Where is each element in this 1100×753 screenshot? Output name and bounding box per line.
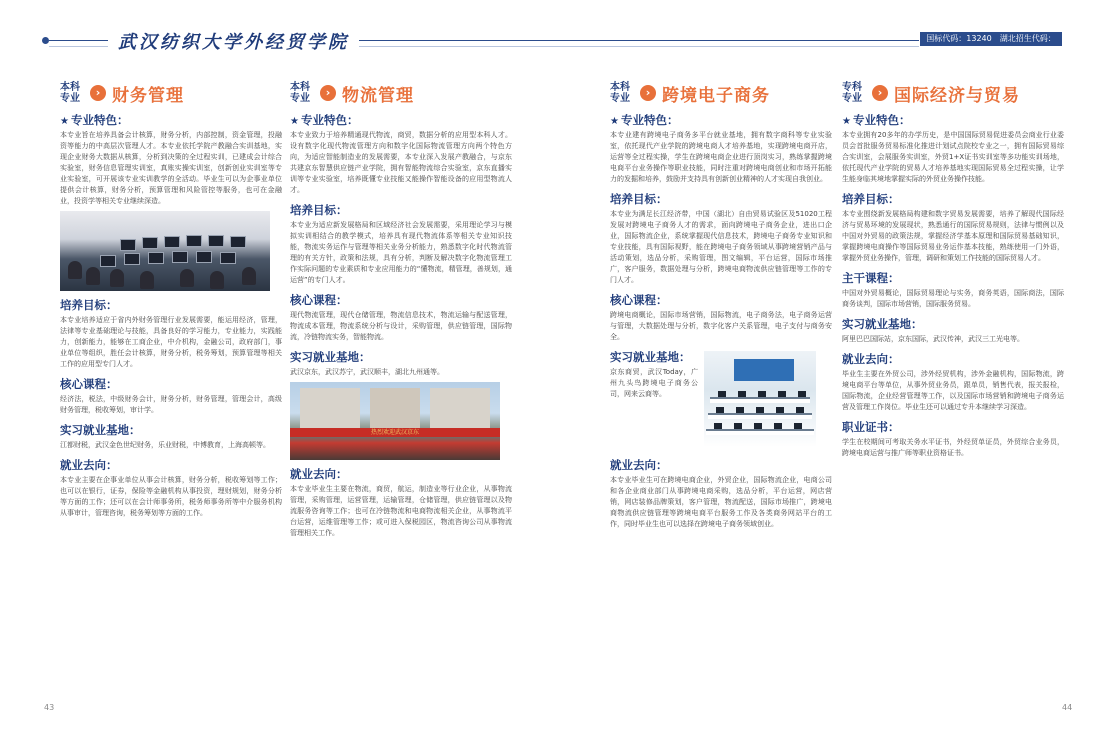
star-icon: ★ (842, 116, 851, 127)
degree-label: 本科专业 (610, 82, 630, 104)
section-text: 本专业致力于培养精通现代物流，商贸，数据分析的应用型本科人才。设有数字化现代物流管理方向和数字化国际物流管理方向两个特色方向，为适应智能制造业的发展需要，本专业深入发展产教融合，与京东共建京东智慧供应链产业学院，拥有智能物流综合实验室，京东直播实训等专业实验室，培养既懂专业技能又能操作智能设备的应用型物流人才。 (290, 131, 512, 194)
section-text: 毕业生主要在外贸公司，涉外经贸机构，涉外金融机构，国际物流，跨境电商平台等单位，从事外贸业务员，跟单员，销售代表，报关报检，国际物流，企业经营管理等工作，以及国际市场营销和跨境电子商务运营及管理工作岗位。毕业生还可以通过专升本继续学习深造。 (842, 370, 1064, 411)
group-photo (290, 382, 500, 460)
section-text: 现代物流管理，现代仓储管理，物流信息技术，物流运输与配送管理，物流成本管理，物流系统分析与设计，采购管理，供应链管理，国际物流，冷链物流实务，智能物流。 (290, 311, 512, 341)
section-text: 江都财税，武汉金色世纪财务，乐业财税，中博教育，上海高顿等。 (60, 441, 270, 449)
star-icon: ★ (290, 116, 299, 127)
section-text: 京东商贸，武汉Today，广州九头鸟跨境电子商务公司，网来云商等。 (610, 368, 698, 398)
section-text: 跨境电商概论，国际市场营销，国际物流，电子商务法，电子商务运营与管理，大数据处理与分析，数字化客户关系管理，电子支付与商务安全。 (610, 311, 832, 341)
section-title: ★ 专业特色： (842, 113, 911, 127)
section-text: 本专业旨在培养具备会计核算，财务分析，内部控制，资金管理，投融资等能力的中高层次管理人才。本专业依托学院产教融合实训基地，实现企业财务大数据从核算，分析到决策的全过程实训，已建成会计综合实验室，财务信息管理实训室，真账实操实训室，创新创业实训室等专业实验室，可开展该专业实训教学的全活动。毕业生可以为企事业单位提供会计核算，财务分析，预算管理和风险管控等服务，也可在金融业，投资学等相关专业继续深造。 (60, 131, 282, 205)
major-name: 跨境电子商务 (662, 85, 770, 106)
star-icon: ★ (60, 116, 69, 127)
major-heading (290, 80, 512, 106)
degree-label: 专科专业 (842, 82, 862, 104)
page-header (0, 0, 1100, 60)
major-heading (60, 80, 282, 106)
page-number-left: 43 (44, 703, 55, 712)
header-dot (42, 37, 49, 44)
training-room-photo (704, 351, 816, 447)
section-text: 本专业为适应新发展格局和区域经济社会发展需要，采用理论学习与模拟实训相结合的教学模式，培养具有现代物流体系等相关专业知识技能，物流实务运作与管理等相关业务分析能力，熟悉数字化时代物流管理的有关方针，政策和法规，具有分析，判断及解决数字化物流管理工作实际问题的专业素质和专业应用能力的“懂物流，精管理，善规划，通运营”的专门人才。 (290, 221, 512, 284)
section-title: 培养目标： (842, 192, 900, 206)
major-column-trade (842, 80, 1064, 459)
degree-label: 本科专业 (290, 82, 310, 104)
base-with-photo (610, 343, 832, 451)
major-column-logistics (290, 80, 512, 539)
major-name: 国际经济与贸易 (894, 85, 1020, 106)
major-name: 物流管理 (342, 85, 414, 106)
section-title: 培养目标： (60, 298, 118, 312)
section-text: 本专业拥有20多年的办学历史，是中国国际贸易促进委员会商业行业委员会首批服务贸易标准化推进计划试点院校专业之一，拥有国际贸易综合实训室，会展服务实训室，外贸1+X证书实训室等多功能实训场地，依托现代产业学院的贸易人才培养基地实现国际贸易全过程实操，让学生能身临其境地掌握实际的外贸业务操作技能。 (842, 131, 1064, 183)
section-title: 实习就业基地： (290, 350, 371, 364)
section-title: 核心课程： (290, 293, 348, 307)
major-heading (610, 80, 832, 106)
section-title: 核心课程： (60, 377, 118, 391)
major-name: 财务管理 (112, 85, 184, 106)
section-title: 就业去向： (610, 458, 668, 472)
college-title: 武汉纺织大学外经贸学院 (108, 28, 359, 54)
section-title: 实习就业基地： (610, 350, 691, 364)
chevron-right-icon: › (640, 85, 656, 101)
section-title: 实习就业基地： (60, 423, 141, 437)
section-text: 本专业培养适应于省内外财务管理行业发展需要，能运用经济，管理，法律等专业基础理论与技能，具备良好的学习能力，专业能力，实践能力，创新能力，能够在工商企业，中介机构，金融公司，政府部门，事业单位等组织，胜任会计核算，财务分析，税务筹划，预算管理等相关工作的应用型专门人才。 (60, 316, 282, 368)
section-title: 培养目标： (290, 203, 348, 217)
section-text: 经济法，税法，中级财务会计，财务分析，财务管理，管理会计，高级财务管理，税收筹划，审计学。 (60, 395, 282, 414)
section-title: ★ 专业特色： (60, 113, 129, 127)
degree-label: 本科专业 (60, 82, 80, 104)
section-title: 实习就业基地： (842, 317, 923, 331)
star-icon: ★ (610, 116, 619, 127)
code-badge: 国标代码：13240 湖北招生代码：C228 (920, 32, 1062, 46)
section-title: ★ 专业特色： (290, 113, 359, 127)
section-text: 中国对外贸易概论，国际贸易理论与实务，商务英语，国际商法，国际商务谈判，国际市场营销，国际服务贸易。 (842, 289, 1064, 308)
section-title: 就业去向： (60, 458, 118, 472)
major-column-ecommerce (610, 80, 832, 530)
chevron-right-icon: › (872, 85, 888, 101)
section-title: 就业去向： (290, 467, 348, 481)
section-text: 本专业毕业生可在跨境电商企业，外贸企业，国际物流企业，电商公司和各企业商业部门从事跨境电商采购，选品分析，平台运营，网店营销，网店装修品牌策划，客户管理，物流配送，国际市场推广，跨境电商物流供应链管理等跨境电商平台服务工作及各类商务网站平台的工作，同时毕业生也可以选择在跨境电子商务领域创业。 (610, 476, 832, 528)
section-text: 本专业为满足长江经济带，中国（湖北）自由贸易试验区及51020工程发展对跨境电子商务人才的需求，面向跨境电子商务企业，进出口企业，国际物流企业，系统掌握现代信息技术，跨境电子商务专业知识和专业技能，具有国际视野，能在跨境电子商务领域从事跨境营销产品与活动策划，选品分析，采购管理，图文编辑，平台运营，国际市场推广，客户服务，数据处理与分析，跨境电商物流供应链管理等工作的专门人才。 (610, 210, 832, 284)
major-column-finance (60, 80, 282, 519)
computer-lab-photo (60, 211, 270, 291)
section-text: 本专业毕业生主要在物流，商贸，航运，制造业等行业企业，从事物流管理，采购管理，运营管理，运输管理，仓储管理，供应链管理以及物流服务咨询等工作；也可在冷链物流和电商物流相关企业，从事物流平台运营，运维管理等工作；或可进入保税园区，物流咨询公司从事物流管理相关工作。 (290, 485, 512, 537)
major-heading (842, 80, 1064, 106)
chevron-right-icon: › (320, 85, 336, 101)
section-title: 就业去向： (842, 352, 900, 366)
section-title: ★ 专业特色： (610, 113, 679, 127)
chevron-right-icon: › (90, 85, 106, 101)
section-text: 学生在校期间可考取关务水平证书，外经贸单证员，外贸综合业务员，跨境电商运营与推广师等职业资格证书。 (842, 438, 1064, 457)
section-text: 本专业建有跨境电子商务多平台就业基地，拥有数字商科等专业实验室，依托现代产业学院的跨境电商人才培养基地，实现跨境电商开店，运营等全过程实操，学生在跨境电商企业进行顶岗实习，熟练掌握跨境电商平台业务操作等职业技能，同时注重对跨境电商创业和市场开拓能力的发掘和培养，鼓励并支持具有创新创业精神的人才实现自我创业。 (610, 131, 832, 183)
section-title: 主干课程： (842, 271, 900, 285)
section-title: 核心课程： (610, 293, 668, 307)
section-title: 职业证书： (842, 420, 900, 434)
section-text: 武汉京东，武汉苏宁，武汉顺丰，湖北九州通等。 (290, 368, 444, 376)
welcome-banner: 热烈欢迎武汉京东 (290, 428, 500, 437)
section-text: 阿里巴巴国际站，京东国际，武汉传神，武汉三工光电等。 (842, 335, 1024, 343)
section-title: 培养目标： (610, 192, 668, 206)
page-number-right: 44 (1062, 703, 1073, 712)
section-text: 本专业围绕新发展格局构建和数字贸易发展需要，培养了解现代国际经济与贸易环境的发展现状，熟悉通行的国际贸易规则，法律与惯例以及中国对外贸易的政策法规，掌握经济学基本原理和国际贸易基础知识，掌握跨境电商操作等国际贸易业务运作基本技能，熟练使用一门外语，掌握外贸业务操作，管理，调研和策划工作技能的国际贸易人才。 (842, 210, 1064, 262)
section-text: 本专业主要在企事业单位从事会计核算，财务分析，税收筹划等工作；也可以在银行，证券，保险等金融机构从事投资，理财规划，财务分析等方面的工作；还可以在会计师事务所，税务师事务所等中介服务机构从事审计，管理咨询，税务筹划等方面的工作。 (60, 476, 282, 517)
